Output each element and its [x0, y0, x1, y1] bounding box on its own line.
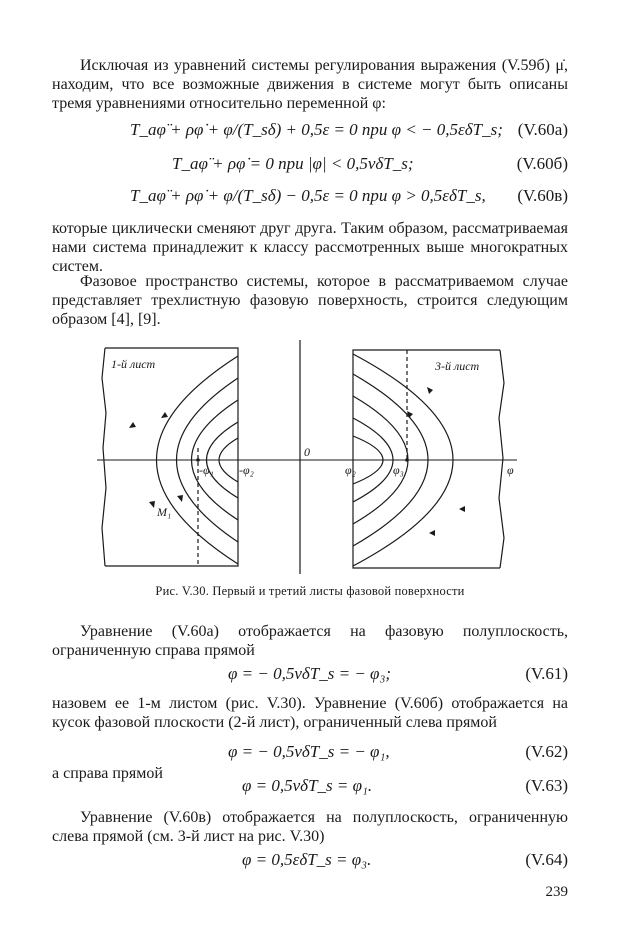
paragraph-7: Уравнение (V.60в) отображается на полуплоскость, ограниченную слева прямой (см. 3-й лист на рис. V.30)	[52, 809, 568, 845]
equation-v61	[52, 662, 568, 686]
paragraph-2: которые циклически сменяют друг друга. Таким образом, рассматриваемая нами система принадлежит к классу рассмотренных выше многократных систем.	[52, 220, 568, 275]
equation-number: (V.60б)	[516, 154, 568, 173]
arrow-marker	[161, 412, 168, 418]
paragraph-6: а справа прямой	[52, 765, 163, 782]
paragraph-5: назовем ее 1-м листом (рис. V.30). Уравнение (V.60б) отображается на кусок фазовой плоскости (2-й лист), ограниченный слева прямой	[52, 695, 568, 731]
equation-v60c	[52, 184, 568, 208]
label-phi2: φ₂	[345, 463, 356, 477]
equation-body: φ = − 0,5νδT_s = − φ₁,	[228, 742, 390, 761]
sheet1-jagged-edge	[102, 348, 106, 566]
arrow-marker	[459, 506, 465, 512]
equation-number: (V.61)	[525, 664, 568, 683]
equation-number: (V.62)	[525, 742, 568, 761]
label-phi3: φ₃	[393, 463, 404, 477]
label-phi: φ	[507, 463, 514, 477]
paragraph-1: Исключая из уравнений системы регулирования выражения (V.59б) μ̇, находим, что все возможные движения в системе могут быть описаны тремя уравнениями относительно переменной φ:	[52, 57, 568, 112]
equation-body: T_aφ̈ + ρφ̇ + φ/(T_sδ) − 0,5ε = 0 при φ > 0,5εδT_s,	[130, 186, 486, 205]
equation-body: φ = 0,5εδT_s = φ₃.	[242, 850, 372, 869]
equation-v62	[52, 740, 568, 764]
equation-v60a	[52, 118, 568, 142]
equilibrium-point	[405, 458, 409, 462]
arrow-marker	[407, 411, 413, 418]
equation-number: (V.64)	[525, 850, 568, 869]
arrow-marker	[427, 387, 433, 394]
sheet1-frame	[105, 348, 238, 566]
label-m1: M₁	[157, 505, 172, 519]
equation-number: (V.60а)	[517, 120, 568, 139]
arrow-marker	[429, 530, 435, 536]
equation-number: (V.63)	[525, 776, 568, 795]
label-sheet-3: 3-й лист	[435, 359, 480, 373]
sheet3-jagged-edge	[499, 350, 504, 568]
paragraph-4: Уравнение (V.60а) отображается на фазовую полуплоскость, ограниченную справа прямой	[52, 623, 568, 659]
page-number: 239	[545, 884, 568, 900]
equation-v63	[52, 774, 568, 798]
paragraph-3: Фазовое пространство системы, которое в рассматриваемом случае представляет трехлистную фазовую поверхность, строится следующим образом [4], [9].	[52, 273, 568, 328]
label-sheet-1: 1-й лист	[111, 357, 156, 371]
equation-body: φ = − 0,5νδT_s = − φ₃;	[228, 664, 392, 683]
arrow-marker	[149, 501, 155, 508]
equation-number: (V.60в)	[517, 186, 568, 205]
figure-caption: Рис. V.30. Первый и третий листы фазовой поверхности	[155, 584, 465, 598]
label-neg-phi1: -φ₁	[199, 463, 214, 477]
equilibrium-point	[196, 458, 200, 462]
equation-v64	[52, 848, 568, 872]
equation-body: φ = 0,5νδT_s = φ₁.	[242, 776, 373, 795]
equation-body: T_aφ̈ + ρφ̇ + φ/(T_sδ) + 0,5ε = 0 при φ < − 0,5εδT_s;	[130, 120, 503, 139]
sheet3-frame	[353, 350, 500, 568]
arrow-marker	[129, 422, 136, 428]
label-origin: 0	[304, 445, 310, 459]
phase-surface-figure	[95, 338, 525, 578]
equation-body: T_aφ̈ + ρφ̇ = 0 при |φ| < 0,5νδT_s;	[172, 154, 414, 173]
label-neg-phi2: -φ₂	[239, 463, 254, 477]
equation-v60b	[52, 152, 568, 176]
arrow-marker	[177, 495, 183, 502]
